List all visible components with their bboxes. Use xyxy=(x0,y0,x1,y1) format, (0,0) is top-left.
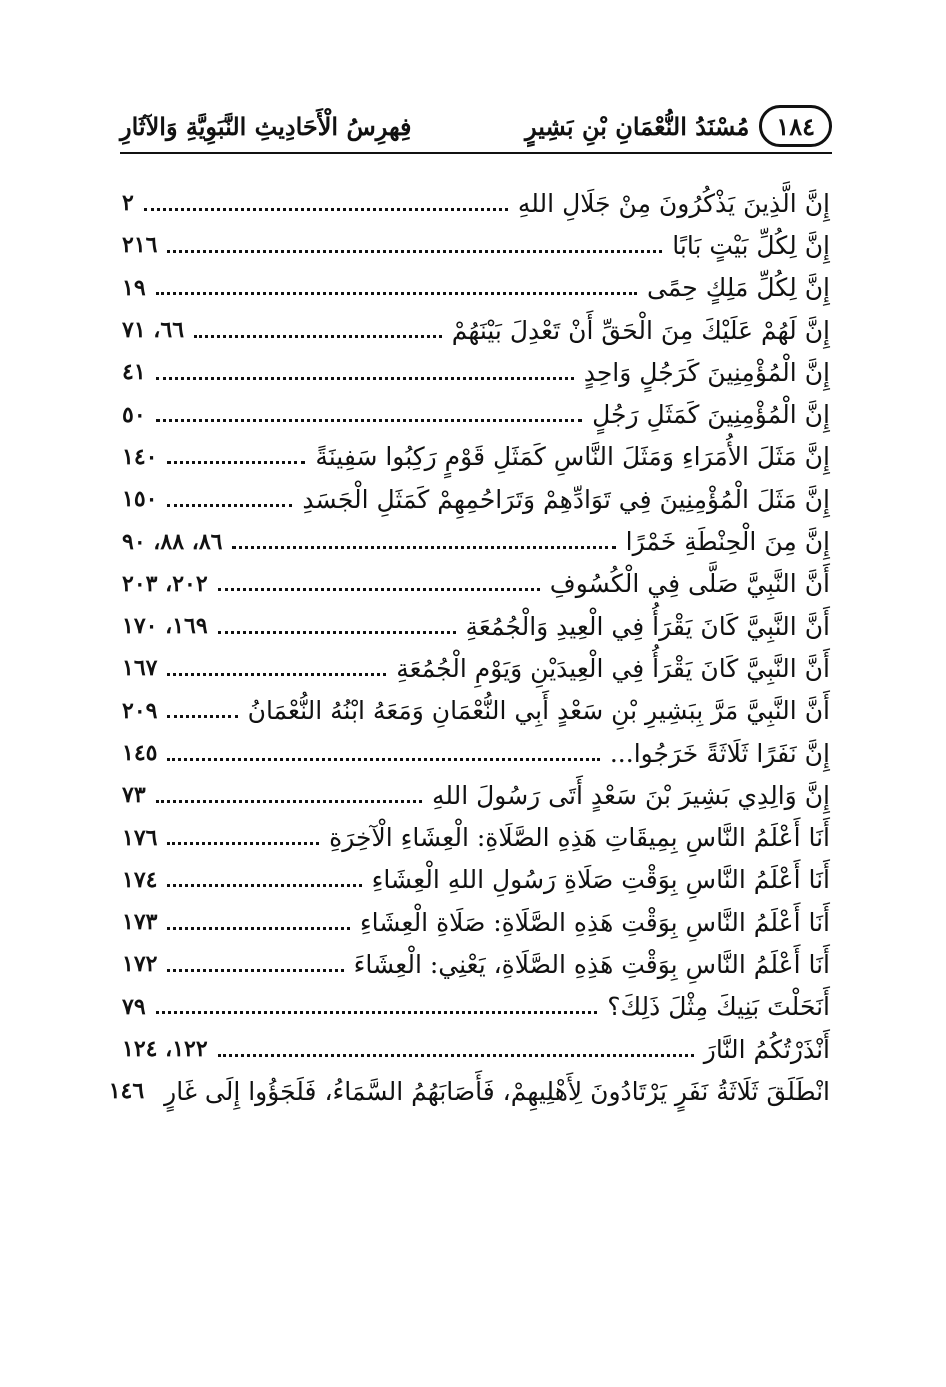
entry-pages: ٢ xyxy=(122,190,134,217)
leader-dots xyxy=(156,800,422,803)
index-entry xyxy=(108,1070,830,1112)
leader-dots xyxy=(156,292,637,295)
leader-dots xyxy=(156,1011,598,1014)
entry-text: أَنَا أَعْلَمُ النَّاسِ بِوَقْتِ هَذِهِ الصَّلَاةِ، يَعْنِي: الْعِشَاءَ xyxy=(353,949,830,979)
entry-pages: ١٥٠ xyxy=(122,486,158,513)
entry-text: أَنَّ النَّبِيَّ صَلَّى فِي الْكُسُوفِ xyxy=(549,569,830,599)
entry-text: أَنَّ النَّبِيَّ كَانَ يَقْرَأُ فِي الْعِيدِ وَالْجُمُعَةِ xyxy=(465,611,830,641)
header-right xyxy=(525,105,832,147)
entry-pages: ٨٦، ٨٨، ٩٠ xyxy=(122,528,223,555)
index-entry xyxy=(122,182,830,224)
index-entry xyxy=(122,859,830,901)
entry-pages: ١٤٠ xyxy=(122,443,158,470)
entry-pages: ٧٩ xyxy=(122,993,146,1020)
entry-pages: ١٧٦ xyxy=(122,824,158,851)
leader-dots xyxy=(167,842,319,845)
entry-text: أَنَّ النَّبِيَّ مَرَّ بِبَشِيرِ بْنِ سَعْدٍ أَبِي النُّعْمَانِ وَمَعَهُ ابْنُهُ النُّعْمَانُ xyxy=(247,696,830,726)
entry-text: أَنْذَرْتُكُمُ النَّارَ xyxy=(703,1034,830,1064)
page-number-badge: ١٨٤ xyxy=(759,105,832,147)
leader-dots xyxy=(167,715,237,718)
index-entry xyxy=(122,647,830,689)
leader-dots xyxy=(167,673,386,676)
entry-pages: ١٦٩، ١٧٠ xyxy=(122,613,208,640)
entry-text: إِنَّ الَّذِينَ يَذْكُرُونَ مِنْ جَلَالِ اللهِ xyxy=(517,188,830,218)
index-entry xyxy=(122,986,830,1028)
index-entry xyxy=(122,478,830,520)
index-entry xyxy=(122,351,830,393)
leader-dots xyxy=(144,208,508,211)
entry-pages: ١٦٧ xyxy=(122,655,158,682)
index-entry xyxy=(122,520,830,562)
leader-dots xyxy=(156,377,574,380)
leader-dots xyxy=(218,588,540,591)
entry-pages: ١٤٦ xyxy=(108,1078,145,1105)
leader-dots xyxy=(167,758,599,761)
entry-text: إِنَّ مَثَلَ الْمُؤْمِنِينَ فِي تَوَادِّهِمْ وَتَرَاحُمِهِمْ كَمَثَلِ الْجَسَدِ xyxy=(302,484,830,514)
entry-pages: ١٧٢ xyxy=(122,951,158,978)
leader-dots xyxy=(194,335,442,338)
book-title: مُسْنَدُ النُّعْمَانِ بْنِ بَشِيرٍ xyxy=(525,111,750,141)
index-entry xyxy=(122,393,830,435)
index-entry xyxy=(122,732,830,774)
index-entry xyxy=(122,816,830,858)
leader-dots xyxy=(167,884,361,887)
entry-text: أَنَّ النَّبِيَّ كَانَ يَقْرَأُ فِي الْعِيدَيْنِ وَيَوْمِ الْجُمُعَةِ xyxy=(396,653,830,683)
entry-pages: ٤١ xyxy=(122,359,146,386)
entry-pages: ١٩ xyxy=(122,274,146,301)
index-entry xyxy=(122,309,830,351)
page-header xyxy=(120,100,832,154)
leader-dots xyxy=(167,927,349,930)
index-entry xyxy=(122,1028,830,1070)
index-entry xyxy=(122,436,830,478)
leader-dots xyxy=(167,969,343,972)
entry-pages: ٢٠٩ xyxy=(122,697,158,724)
index-entry xyxy=(122,901,830,943)
entry-text: إِنَّ مَثَلَ الأُمَرَاءِ وَمَثَلَ النَّاسِ كَمَثَلِ قَوْمٍ رَكِبُوا سَفِينَةً xyxy=(315,442,830,472)
leader-dots xyxy=(167,461,305,464)
entry-text: إِنَّ لِكُلِّ مَلِكٍ حِمًى xyxy=(647,273,830,303)
index-entry xyxy=(122,563,830,605)
entry-text: إِنَّ نَفَرًا ثَلَاثَةً خَرَجُوا... xyxy=(609,738,830,768)
leader-dots xyxy=(167,504,292,507)
leader-dots xyxy=(156,419,582,422)
leader-dots xyxy=(167,250,662,253)
index-entry xyxy=(122,943,830,985)
entry-pages: ١٧٣ xyxy=(122,909,158,936)
entry-pages: ١٢٢، ١٢٤ xyxy=(122,1036,208,1063)
entry-text: إِنَّ لَهُمْ عَلَيْكَ مِنَ الْحَقِّ أَنْ تَعْدِلَ بَيْنَهُمْ xyxy=(451,315,830,345)
entry-pages: ٦٦، ٧١ xyxy=(122,317,185,344)
entry-text: إِنَّ مِنَ الْحِنْطَةِ خَمْرًا xyxy=(625,527,830,557)
index-entry xyxy=(122,690,830,732)
entry-text: إِنَّ الْمُؤْمِنِينَ كَمَثَلِ رَجُلٍ xyxy=(592,400,830,430)
entry-text: أَنَا أَعْلَمُ النَّاسِ بِوَقْتِ هَذِهِ الصَّلَاةِ: صَلَاةِ الْعِشَاءِ xyxy=(359,907,830,937)
entry-text: إِنَّ لِكُلِّ بَيْتٍ بَابًا xyxy=(672,230,830,260)
section-title: فِهرِسُ الْأَحَادِيثِ النَّبَوِيَّةِ وَالآثَارِ xyxy=(120,111,412,141)
entry-text: انْطَلَقَ ثَلَاثَةُ نَفَرٍ يَرْتَادُونَ لِأَهْلِيهِمْ، فَأَصَابَهُمُ السَّمَاءُ، فَلَجَؤُوا إِلَى غَارٍ xyxy=(164,1076,830,1106)
entry-text: أَنَحَلْتَ بَنِيكَ مِثْلَ ذَلِكَ؟ xyxy=(607,992,830,1022)
leader-dots xyxy=(232,546,615,549)
entry-text: إِنَّ وَالِدِي بَشِيرَ بْنَ سَعْدٍ أَتَى رَسُولَ اللهِ xyxy=(431,780,830,810)
entry-pages: ١٧٤ xyxy=(122,866,158,893)
entry-pages: ١٤٥ xyxy=(122,740,158,766)
index-entry xyxy=(122,267,830,309)
entry-text: أَنَا أَعْلَمُ النَّاسِ بِوَقْتِ صَلَاةِ رَسُولِ اللهِ الْعِشَاءِ xyxy=(371,865,830,895)
index-entries xyxy=(108,182,830,1113)
index-entry xyxy=(122,605,830,647)
entry-pages: ٢١٦ xyxy=(122,232,158,259)
index-entry xyxy=(122,774,830,816)
entry-text: إِنَّ الْمُؤْمِنِينَ كَرَجُلٍ وَاحِدٍ xyxy=(583,357,830,387)
index-entry xyxy=(122,224,830,266)
entry-pages: ٥٠ xyxy=(122,401,146,428)
entry-pages: ٧٣ xyxy=(122,782,146,809)
leader-dots xyxy=(218,631,456,634)
entry-pages: ٢٠٢، ٢٠٣ xyxy=(122,570,208,597)
leader-dots xyxy=(218,1054,694,1057)
entry-text: أَنَا أَعْلَمُ النَّاسِ بِمِيقَاتِ هَذِهِ الصَّلَاةِ: الْعِشَاءِ الْآخِرَةِ xyxy=(329,823,830,853)
